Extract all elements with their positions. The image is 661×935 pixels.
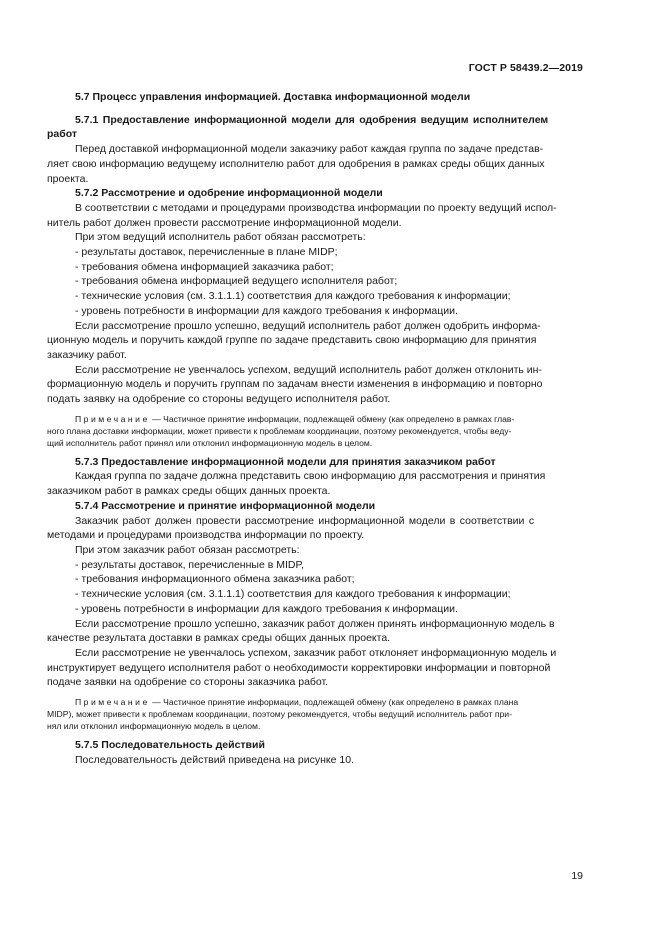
paragraph (47, 514, 583, 543)
list-item: - требования информационного обмена заказчика работ; (75, 573, 355, 586)
text-line: подаче заявки на одобрение со стороны заказчика работ. (47, 676, 329, 689)
text-line: заказчику работ. (47, 348, 127, 361)
list-item: - требования обмена информацией ведущего исполнителя работ; (75, 275, 398, 288)
list (75, 558, 583, 617)
text-line: Каждая группа по задаче должна представить свою информацию для рассмотрения и принятия (75, 470, 546, 483)
note (47, 696, 583, 732)
section-heading-5-7: 5.7 Процесс управления информацией. Доставка информационной модели (75, 91, 471, 103)
paragraph (47, 617, 583, 646)
text-line: ляет свою информацию ведущему исполнителю работ для одобрения в рамках среды общих данных (47, 157, 545, 170)
text-line: Если рассмотрение прошло успешно, ведущий исполнитель работ должен одобрить информа- (75, 319, 541, 332)
list-item: - результаты доставок, перечисленные в MIDP, (75, 558, 305, 571)
paragraph (47, 363, 583, 407)
note-line: щий исполнитель работ принял или отклонил информационную модель в целом. (47, 437, 373, 448)
note-text: — Частичное принятие информации, подлежащей обмену (как определено в рамках глав- (149, 413, 515, 424)
note-line: MIDP), может привести к проблемам координации, поэтому рекомендуется, чтобы ведущий исполнитель работ при- (47, 709, 512, 720)
paragraph (47, 201, 583, 230)
text-line: ционную модель и поручить каждой группе по задаче представить свою информацию для принятия (47, 334, 537, 347)
heading-line: 5.7.1 Предоставление информационной модели для одобрения ведущим исполнителем (75, 113, 549, 126)
paragraph: При этом заказчик работ обязан рассмотреть: (75, 543, 300, 556)
list (75, 245, 583, 319)
note-line (75, 413, 583, 425)
list-item: - уровень потребности в информации для каждого требования к информации. (75, 304, 458, 317)
paragraph (47, 646, 583, 690)
note (47, 413, 583, 449)
text-line: методами и процедурами производства информации по проекту. (47, 529, 365, 542)
text-line: заказчиком работ в рамках среды общих данных проекта. (47, 485, 331, 498)
paragraph (47, 142, 583, 186)
heading-line: работ (47, 128, 78, 141)
text-line: формационную модель и поручить группам по задачам внести изменения в информацию и повторно (47, 378, 543, 391)
note-line: нял или отклонил информационную модель в целом. (47, 721, 261, 732)
text-line: Если рассмотрение прошло успешно, заказчик работ должен принять информационную модель в (75, 617, 555, 630)
list-item: - уровень потребности в информации для каждого требования к информации. (75, 602, 458, 615)
paragraph (47, 319, 583, 363)
list-item: - требования обмена информацией заказчика работ; (75, 260, 334, 273)
note-label: Примечание (75, 697, 150, 708)
paragraph (47, 469, 583, 498)
text-line: подать заявку на одобрение со стороны ведущего исполнителя работ. (47, 393, 391, 406)
note-line: ного плана доставки информации, может привести к проблемам координации, поэтому рекомендуется, чтобы веду- (47, 425, 512, 436)
paragraph: Последовательность действий приведена на рисунке 10. (75, 753, 354, 766)
section-heading-5-7-5: 5.7.5 Последовательность действий (75, 739, 265, 752)
section-heading-5-7-1 (47, 113, 583, 142)
section-heading-5-7-4: 5.7.4 Рассмотрение и принятие информационной модели (75, 499, 376, 512)
note-label: Примечание (75, 413, 150, 424)
text-line: инструктирует ведущего исполнителя работ о необходимости корректировки информации и повторной (47, 661, 551, 674)
page-number: 19 (571, 870, 583, 882)
text-line: Если рассмотрение не увенчалось успехом, заказчик работ отклоняет информационную модель и (75, 646, 557, 659)
section-heading-5-7-3: 5.7.3 Предоставление информационной модели для принятия заказчиком работ (75, 455, 496, 468)
text-line: качестве результата доставки в рамках среды общих данных проекта. (47, 632, 391, 645)
list-item: - технические условия (см. 3.1.1.1) соответствия для каждого требования к информации; (75, 290, 511, 303)
text-line: проекта. (47, 172, 89, 185)
text-line: нитель работ должен провести рассмотрение информационной модели. (47, 216, 402, 229)
text-line: Заказчик работ должен провести рассмотрение информационной модели в соответствии с (75, 514, 535, 527)
text-line: Если рассмотрение не увенчалось успехом, ведущий исполнитель работ должен отклонить ин- (75, 363, 542, 376)
paragraph: При этом ведущий исполнитель работ обязан рассмотреть: (75, 231, 366, 244)
note-text: — Частичное принятие информации, подлежащей обмену (как определено в рамках плана (149, 697, 519, 708)
list-item: - технические условия (см. 3.1.1.1) соответствия для каждого требования к информации; (75, 588, 511, 601)
document-body (47, 90, 583, 767)
standard-header: ГОСТ Р 58439.2—2019 (468, 62, 583, 74)
note-line (75, 696, 583, 708)
text-line: В соответствии с методами и процедурами производства информации по проекту ведущий испол- (75, 201, 557, 214)
section-heading-5-7-2: 5.7.2 Рассмотрение и одобрение информационной модели (75, 187, 383, 200)
text-line: Перед доставкой информационной модели заказчику работ каждая группа по задаче представ- (75, 143, 544, 156)
list-item: - результаты доставок, перечисленные в плане MIDP; (75, 246, 338, 259)
